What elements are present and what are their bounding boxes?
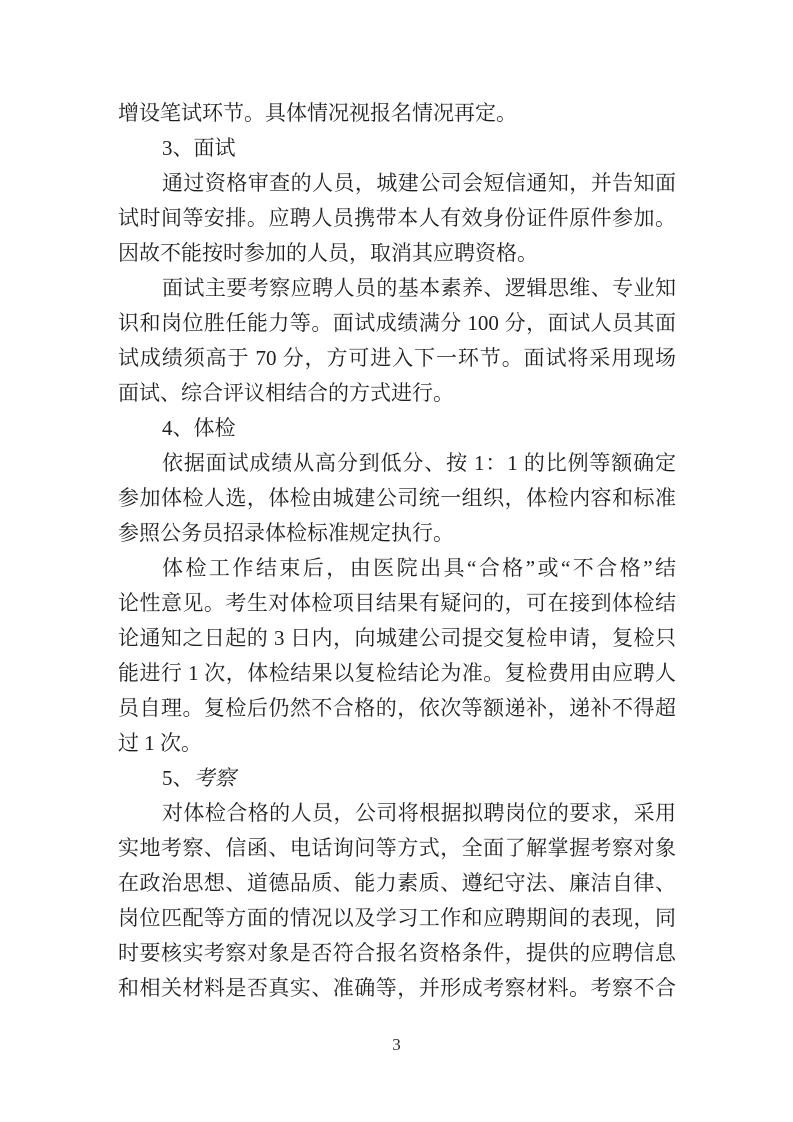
- page-number: 3: [392, 1035, 401, 1054]
- text-line: 时要核实考察对象是否符合报名资格条件，提供的应聘信息: [118, 941, 676, 965]
- text-line: 参加体检人选，体检由城建公司统一组织，体检内容和标准: [118, 486, 676, 510]
- section-heading-interview: 3、面试: [162, 136, 236, 160]
- heading-title: 考察: [193, 766, 236, 790]
- text-line: 实地考察、信函、电话询问等方式，全面了解掌握考察对象: [118, 836, 676, 860]
- text-line: 在政治思想、道德品质、能力素质、遵纪守法、廉洁自律、: [118, 871, 676, 895]
- text-line: 能进行 1 次，体检结果以复检结论为准。复检费用由应聘人: [118, 661, 676, 685]
- text-line: 试成绩须高于 70 分，方可进入下一环节。面试将采用现场: [118, 346, 676, 370]
- heading-number: 5、: [162, 766, 194, 790]
- section-heading-physical-exam: 4、体检: [162, 416, 236, 440]
- document-body: [118, 96, 676, 1006]
- text-line: 体检工作结束后，由医院出具“合格”或“不合格”结: [162, 556, 676, 580]
- section-heading-inspection: [118, 761, 676, 796]
- text-line: 对体检合格的人员，公司将根据拟聘岗位的要求，采用: [162, 801, 676, 825]
- page-footer: [0, 1034, 793, 1056]
- text-line: 依据面试成绩从高分到低分、按 1：1 的比例等额确定: [162, 451, 676, 475]
- text-line: 因故不能按时参加的人员，取消其应聘资格。: [118, 241, 538, 265]
- text-line: 员自理。复检后仍然不合格的，依次等额递补，递补不得超: [118, 696, 676, 720]
- text-line: 参照公务员招录体检标准规定执行。: [118, 521, 454, 545]
- text-line: 面试主要考察应聘人员的基本素养、逻辑思维、专业知: [162, 276, 676, 300]
- text-line: 识和岗位胜任能力等。面试成绩满分 100 分，面试人员其面: [118, 311, 676, 335]
- text-line: 通过资格审查的人员，城建公司会短信通知，并告知面: [162, 171, 676, 195]
- text-line: 论通知之日起的 3 日内，向城建公司提交复检申请，复检只: [118, 626, 676, 650]
- text-line: 增设笔试环节。具体情况视报名情况再定。: [118, 101, 517, 125]
- text-line: 和相关材料是否真实、准确等，并形成考察材料。考察不合: [118, 976, 676, 1000]
- text-line: 试时间等安排。应聘人员携带本人有效身份证件原件参加。: [118, 206, 676, 230]
- text-line: 过 1 次。: [118, 731, 202, 755]
- text-line: 论性意见。考生对体检项目结果有疑问的，可在接到体检结: [118, 591, 676, 615]
- text-line: 岗位匹配等方面的情况以及学习工作和应聘期间的表现，同: [118, 906, 676, 930]
- text-line: 面试、综合评议相结合的方式进行。: [118, 381, 454, 405]
